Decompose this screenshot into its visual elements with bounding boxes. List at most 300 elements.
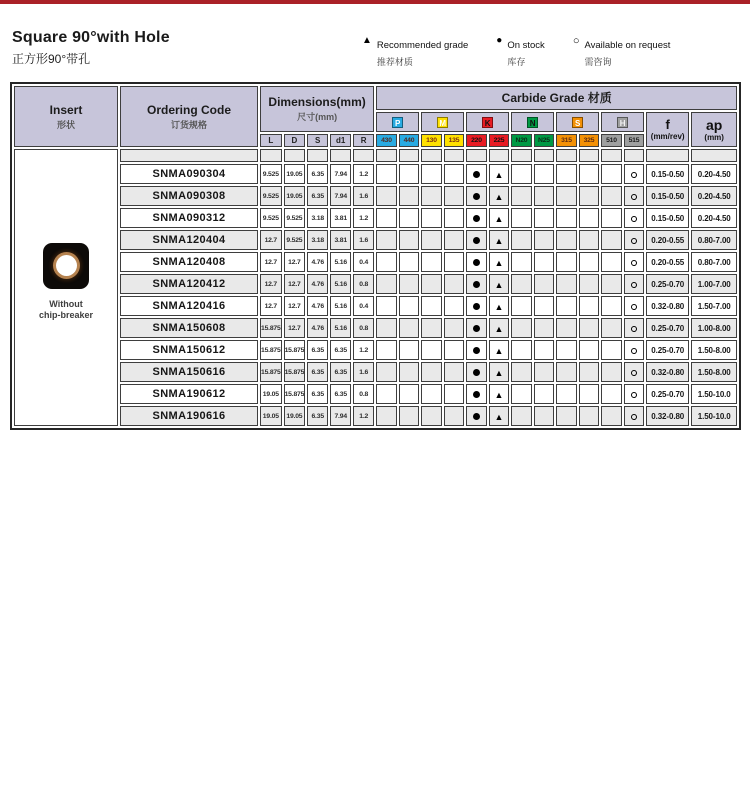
circle-mark — [631, 370, 637, 376]
grade-cell-N25 — [534, 318, 555, 338]
ordering-code: SNMA090312 — [120, 208, 258, 228]
ap-value: 1.50-8.00 — [691, 362, 737, 382]
grade-cell-430 — [376, 274, 397, 294]
grade-cell-220 — [466, 296, 487, 316]
dim-D: 19.05 — [284, 406, 306, 426]
dim-d1: 7.94 — [330, 164, 351, 184]
dim-R: 1.6 — [353, 362, 374, 382]
dim-S: 6.35 — [307, 384, 328, 404]
empty-cell — [601, 149, 622, 162]
empty-cell — [421, 149, 442, 162]
grade-cell-225 — [489, 274, 510, 294]
grade-cell-N25 — [534, 230, 555, 250]
grade-cell-N20 — [511, 340, 532, 360]
grade-cell-130 — [421, 296, 442, 316]
grade-cell-135 — [444, 318, 465, 338]
grade-cell-515 — [624, 186, 645, 206]
dim-R: 0.4 — [353, 252, 374, 272]
grade-cell-510 — [601, 340, 622, 360]
grade-group-k — [466, 112, 509, 132]
dim-D: 15.875 — [284, 362, 306, 382]
grade-cell-440 — [399, 384, 420, 404]
dim-d1: 5.16 — [330, 274, 351, 294]
grade-cell-130 — [421, 362, 442, 382]
dim-D: 15.875 — [284, 340, 306, 360]
grade-cell-220 — [466, 362, 487, 382]
empty-cell — [353, 149, 374, 162]
dim-L: 9.525 — [260, 164, 282, 184]
grade-cell-315 — [556, 208, 577, 228]
dim-S: 4.76 — [307, 318, 328, 338]
circle-mark — [631, 216, 637, 222]
grade-cell-430 — [376, 318, 397, 338]
empty-cell — [579, 149, 600, 162]
f-value: 0.20-0.55 — [646, 252, 689, 272]
grade-cell-515 — [624, 208, 645, 228]
table-row — [14, 340, 737, 360]
empty-cell — [330, 149, 351, 162]
grade-cell-225 — [489, 186, 510, 206]
dim-col-S: S — [307, 134, 328, 147]
grade-cell-220 — [466, 252, 487, 272]
grade-cell-440 — [399, 340, 420, 360]
circle-mark — [631, 238, 637, 244]
grade-cell-135 — [444, 208, 465, 228]
triangle-mark: ▲ — [494, 236, 504, 246]
grade-cell-515 — [624, 274, 645, 294]
circle-mark — [631, 348, 637, 354]
grade-cell-325 — [579, 406, 600, 426]
grade-cell-225 — [489, 252, 510, 272]
grade-cell-515 — [624, 252, 645, 272]
dim-d1: 6.35 — [330, 362, 351, 382]
dim-D: 9.525 — [284, 208, 306, 228]
grade-cell-130 — [421, 252, 442, 272]
grade-cell-510 — [601, 208, 622, 228]
header-row-main — [14, 86, 737, 110]
table-row — [14, 274, 737, 294]
dot-mark — [473, 325, 480, 332]
grade-cell-430 — [376, 252, 397, 272]
grade-col-130: 130 — [421, 134, 442, 147]
grade-cell-N20 — [511, 230, 532, 250]
grade-group-s — [556, 112, 599, 132]
grade-cell-325 — [579, 318, 600, 338]
grade-cell-315 — [556, 230, 577, 250]
grade-letter-s: S — [572, 117, 583, 128]
grade-cell-325 — [579, 164, 600, 184]
grade-cell-440 — [399, 208, 420, 228]
grade-cell-220 — [466, 274, 487, 294]
grade-group-n — [511, 112, 554, 132]
grade-col-430: 430 — [376, 134, 397, 147]
grade-cell-315 — [556, 384, 577, 404]
dot-mark — [473, 281, 480, 288]
grade-cell-135 — [444, 274, 465, 294]
dim-D: 19.05 — [284, 164, 306, 184]
grade-cell-510 — [601, 186, 622, 206]
grade-cell-135 — [444, 230, 465, 250]
f-column-header — [646, 112, 689, 147]
dim-col-D: D — [284, 134, 306, 147]
page-title: Square 90°with Hole — [12, 29, 170, 46]
grade-cell-135 — [444, 384, 465, 404]
dim-R: 1.2 — [353, 164, 374, 184]
grade-cell-225 — [489, 362, 510, 382]
grade-cell-130 — [421, 230, 442, 250]
grade-cell-515 — [624, 164, 645, 184]
ap-value: 1.50-8.00 — [691, 340, 737, 360]
f-value: 0.25-0.70 — [646, 340, 689, 360]
dim-R: 1.2 — [353, 340, 374, 360]
grade-cell-225 — [489, 406, 510, 426]
dim-R: 0.8 — [353, 274, 374, 294]
dim-d1: 5.16 — [330, 296, 351, 316]
grade-cell-510 — [601, 384, 622, 404]
dim-d1: 3.81 — [330, 208, 351, 228]
empty-cell — [556, 149, 577, 162]
grade-cell-510 — [601, 274, 622, 294]
grade-col-325: 325 — [579, 134, 600, 147]
grade-letter-k: K — [482, 117, 493, 128]
dim-d1: 6.35 — [330, 384, 351, 404]
grade-cell-325 — [579, 362, 600, 382]
insert-type-line1: Without — [49, 298, 83, 309]
dim-D: 19.05 — [284, 186, 306, 206]
grade-cell-430 — [376, 296, 397, 316]
dot-icon: ● — [496, 35, 503, 46]
legend-label: Available on request — [584, 40, 671, 51]
dot-mark — [473, 303, 480, 310]
triangle-mark: ▲ — [494, 346, 504, 356]
empty-cell — [399, 149, 420, 162]
table-row — [14, 252, 737, 272]
dim-L: 19.05 — [260, 384, 282, 404]
empty-cell — [120, 149, 258, 162]
dim-R: 1.2 — [353, 406, 374, 426]
triangle-mark: ▲ — [494, 214, 504, 224]
table-row — [14, 384, 737, 404]
ordering-code-column-header — [120, 86, 258, 147]
carbide-grade-header — [376, 86, 737, 110]
dim-L: 15.875 — [260, 318, 282, 338]
grade-cell-440 — [399, 186, 420, 206]
grade-cell-N20 — [511, 208, 532, 228]
grade-cell-315 — [556, 362, 577, 382]
grade-cell-135 — [444, 164, 465, 184]
dim-L: 9.525 — [260, 186, 282, 206]
circle-mark — [631, 260, 637, 266]
grade-cell-515 — [624, 340, 645, 360]
dot-mark — [473, 171, 480, 178]
grade-cell-440 — [399, 230, 420, 250]
dim-S: 6.35 — [307, 164, 328, 184]
dim-D: 12.7 — [284, 318, 306, 338]
grade-cell-325 — [579, 252, 600, 272]
dim-L: 15.875 — [260, 340, 282, 360]
dim-S: 4.76 — [307, 252, 328, 272]
grade-cell-325 — [579, 230, 600, 250]
grade-cell-515 — [624, 230, 645, 250]
empty-cell — [534, 149, 555, 162]
ordering-code: SNMA150616 — [120, 362, 258, 382]
dim-R: 1.2 — [353, 208, 374, 228]
f-value: 0.32-0.80 — [646, 406, 689, 426]
grade-cell-130 — [421, 340, 442, 360]
triangle-mark: ▲ — [494, 302, 504, 312]
grade-cell-220 — [466, 186, 487, 206]
grade-cell-N20 — [511, 252, 532, 272]
dot-mark — [473, 259, 480, 266]
empty-cell — [646, 149, 689, 162]
dim-R: 0.4 — [353, 296, 374, 316]
grade-cell-515 — [624, 406, 645, 426]
grade-cell-225 — [489, 340, 510, 360]
spacer-row — [14, 149, 737, 162]
ap-value: 1.50-10.0 — [691, 384, 737, 404]
grade-col-440: 440 — [399, 134, 420, 147]
triangle-mark: ▲ — [494, 368, 504, 378]
grade-cell-N20 — [511, 362, 532, 382]
dim-L: 15.875 — [260, 362, 282, 382]
table-row — [14, 164, 737, 184]
insert-header-cn: 形状 — [56, 119, 75, 130]
grade-cell-510 — [601, 406, 622, 426]
grade-cell-N25 — [534, 296, 555, 316]
ap-value: 1.50-10.0 — [691, 406, 737, 426]
f-value: 0.32-0.80 — [646, 362, 689, 382]
dim-D: 15.875 — [284, 384, 306, 404]
dim-D: 12.7 — [284, 252, 306, 272]
table-row — [14, 362, 737, 382]
ordering-code: SNMA190612 — [120, 384, 258, 404]
triangle-icon: ▲ — [362, 35, 372, 46]
dim-D: 9.525 — [284, 230, 306, 250]
grade-cell-135 — [444, 340, 465, 360]
ordering-code: SNMA120416 — [120, 296, 258, 316]
table-row — [14, 230, 737, 250]
dim-d1: 3.81 — [330, 230, 351, 250]
grade-cell-430 — [376, 362, 397, 382]
legend-item-on-stock — [496, 35, 545, 68]
grade-cell-325 — [579, 274, 600, 294]
ap-value: 1.50-7.00 — [691, 296, 737, 316]
grade-cell-N20 — [511, 274, 532, 294]
grade-cell-510 — [601, 362, 622, 382]
grade-cell-225 — [489, 164, 510, 184]
legend-label-cn: 需咨询 — [584, 57, 612, 67]
ordering-code: SNMA190616 — [120, 406, 258, 426]
grade-cell-315 — [556, 406, 577, 426]
legend-label-cn: 推荐材质 — [376, 57, 413, 67]
grade-cell-430 — [376, 208, 397, 228]
ap-column-header — [691, 112, 737, 147]
grade-cell-325 — [579, 296, 600, 316]
grade-cell-430 — [376, 230, 397, 250]
grade-cell-N20 — [511, 384, 532, 404]
triangle-mark: ▲ — [494, 324, 504, 334]
grade-cell-440 — [399, 318, 420, 338]
dim-S: 4.76 — [307, 274, 328, 294]
grade-cell-130 — [421, 274, 442, 294]
f-header-symbol: f — [665, 117, 670, 132]
dim-R: 1.6 — [353, 230, 374, 250]
grade-cell-315 — [556, 274, 577, 294]
grade-cell-315 — [556, 340, 577, 360]
empty-cell — [444, 149, 465, 162]
grade-cell-430 — [376, 164, 397, 184]
grade-cell-N25 — [534, 164, 555, 184]
grade-cell-325 — [579, 340, 600, 360]
grade-cell-225 — [489, 318, 510, 338]
legend-label: Recommended grade — [376, 40, 469, 51]
f-value: 0.32-0.80 — [646, 296, 689, 316]
grade-cell-315 — [556, 164, 577, 184]
ap-header-symbol: ap — [706, 116, 723, 133]
grade-cell-N20 — [511, 186, 532, 206]
dot-mark — [473, 237, 480, 244]
ordering-code: SNMA090308 — [120, 186, 258, 206]
dim-S: 6.35 — [307, 362, 328, 382]
top-red-bar — [0, 0, 750, 4]
circle-mark — [631, 282, 637, 288]
ordering-code: SNMA120404 — [120, 230, 258, 250]
grade-col-315: 315 — [556, 134, 577, 147]
dot-mark — [473, 193, 480, 200]
ordering-header-cn: 订货规格 — [170, 119, 207, 130]
dim-L: 12.7 — [260, 252, 282, 272]
dim-S: 6.35 — [307, 186, 328, 206]
dim-d1: 5.16 — [330, 318, 351, 338]
grade-cell-430 — [376, 406, 397, 426]
empty-cell — [511, 149, 532, 162]
grade-cell-220 — [466, 406, 487, 426]
triangle-mark: ▲ — [494, 192, 504, 202]
dim-S: 4.76 — [307, 296, 328, 316]
dim-L: 19.05 — [260, 406, 282, 426]
grade-cell-N20 — [511, 406, 532, 426]
grade-cell-510 — [601, 164, 622, 184]
grade-col-135: 135 — [444, 134, 465, 147]
grade-letter-p: P — [392, 117, 403, 128]
ap-value: 1.00-7.00 — [691, 274, 737, 294]
dot-mark — [473, 369, 480, 376]
dot-mark — [473, 413, 480, 420]
grade-cell-135 — [444, 362, 465, 382]
table-row — [14, 296, 737, 316]
grade-cell-N20 — [511, 296, 532, 316]
f-value: 0.15-0.50 — [646, 186, 689, 206]
triangle-mark: ▲ — [494, 412, 504, 422]
insert-column-header — [14, 86, 118, 147]
empty-cell — [376, 149, 397, 162]
empty-cell — [691, 149, 737, 162]
dimensions-column-header — [260, 86, 374, 132]
grade-col-N25: N25 — [534, 134, 555, 147]
grade-cell-440 — [399, 296, 420, 316]
grade-cell-430 — [376, 186, 397, 206]
empty-cell — [284, 149, 306, 162]
legend-item-on-request — [573, 35, 671, 68]
f-value: 0.25-0.70 — [646, 274, 689, 294]
grade-letter-m: M — [437, 117, 448, 128]
grade-cell-220 — [466, 230, 487, 250]
f-value: 0.25-0.70 — [646, 318, 689, 338]
grade-cell-220 — [466, 384, 487, 404]
f-header-unit: (mm/rev) — [650, 132, 685, 141]
empty-cell — [624, 149, 645, 162]
insert-type-label — [39, 299, 93, 321]
grade-cell-515 — [624, 362, 645, 382]
triangle-mark: ▲ — [494, 258, 504, 268]
circle-mark — [631, 326, 637, 332]
dim-d1: 7.94 — [330, 186, 351, 206]
grade-cell-N25 — [534, 384, 555, 404]
ordering-code: SNMA120412 — [120, 274, 258, 294]
circle-mark — [631, 194, 637, 200]
dim-d1: 7.94 — [330, 406, 351, 426]
grade-cell-225 — [489, 296, 510, 316]
legend-item-recommended — [362, 35, 468, 68]
insert-type-line2: chip-breaker — [38, 309, 94, 320]
dim-R: 1.6 — [353, 186, 374, 206]
grade-group-p — [376, 112, 419, 132]
grade-letter-n: N — [527, 117, 538, 128]
grade-col-225: 225 — [489, 134, 510, 147]
ordering-code: SNMA090304 — [120, 164, 258, 184]
grade-col-510: 510 — [601, 134, 622, 147]
insert-cell — [14, 149, 118, 426]
grade-cell-135 — [444, 296, 465, 316]
legend — [362, 35, 670, 68]
grade-cell-135 — [444, 252, 465, 272]
dim-S: 6.35 — [307, 406, 328, 426]
grade-cell-N25 — [534, 186, 555, 206]
grade-cell-440 — [399, 164, 420, 184]
ordering-code: SNMA120408 — [120, 252, 258, 272]
circle-mark — [631, 392, 637, 398]
grade-cell-130 — [421, 318, 442, 338]
empty-cell — [489, 149, 510, 162]
grade-col-515: 515 — [624, 134, 645, 147]
dimensions-header-cn: 尺寸(mm) — [297, 112, 338, 122]
grade-cell-220 — [466, 318, 487, 338]
f-value: 0.20-0.55 — [646, 230, 689, 250]
carbide-grade-title: Carbide Grade 材质 — [501, 91, 612, 105]
grade-cell-510 — [601, 230, 622, 250]
insert-image — [43, 243, 89, 289]
dim-d1: 6.35 — [330, 340, 351, 360]
grade-cell-225 — [489, 208, 510, 228]
grade-cell-515 — [624, 384, 645, 404]
grade-cell-N25 — [534, 340, 555, 360]
dim-col-L: L — [260, 134, 282, 147]
grade-cell-130 — [421, 406, 442, 426]
dim-col-R: R — [353, 134, 374, 147]
dot-mark — [473, 391, 480, 398]
dimensions-header-en: Dimensions(mm) — [268, 95, 366, 109]
grade-col-N20: N20 — [511, 134, 532, 147]
table-row — [14, 186, 737, 206]
grade-cell-135 — [444, 406, 465, 426]
ordering-code: SNMA150612 — [120, 340, 258, 360]
grade-cell-220 — [466, 164, 487, 184]
grade-cell-225 — [489, 384, 510, 404]
legend-label: On stock — [507, 40, 545, 51]
dim-L: 9.525 — [260, 208, 282, 228]
catalog-table — [10, 82, 741, 430]
dim-S: 3.18 — [307, 208, 328, 228]
